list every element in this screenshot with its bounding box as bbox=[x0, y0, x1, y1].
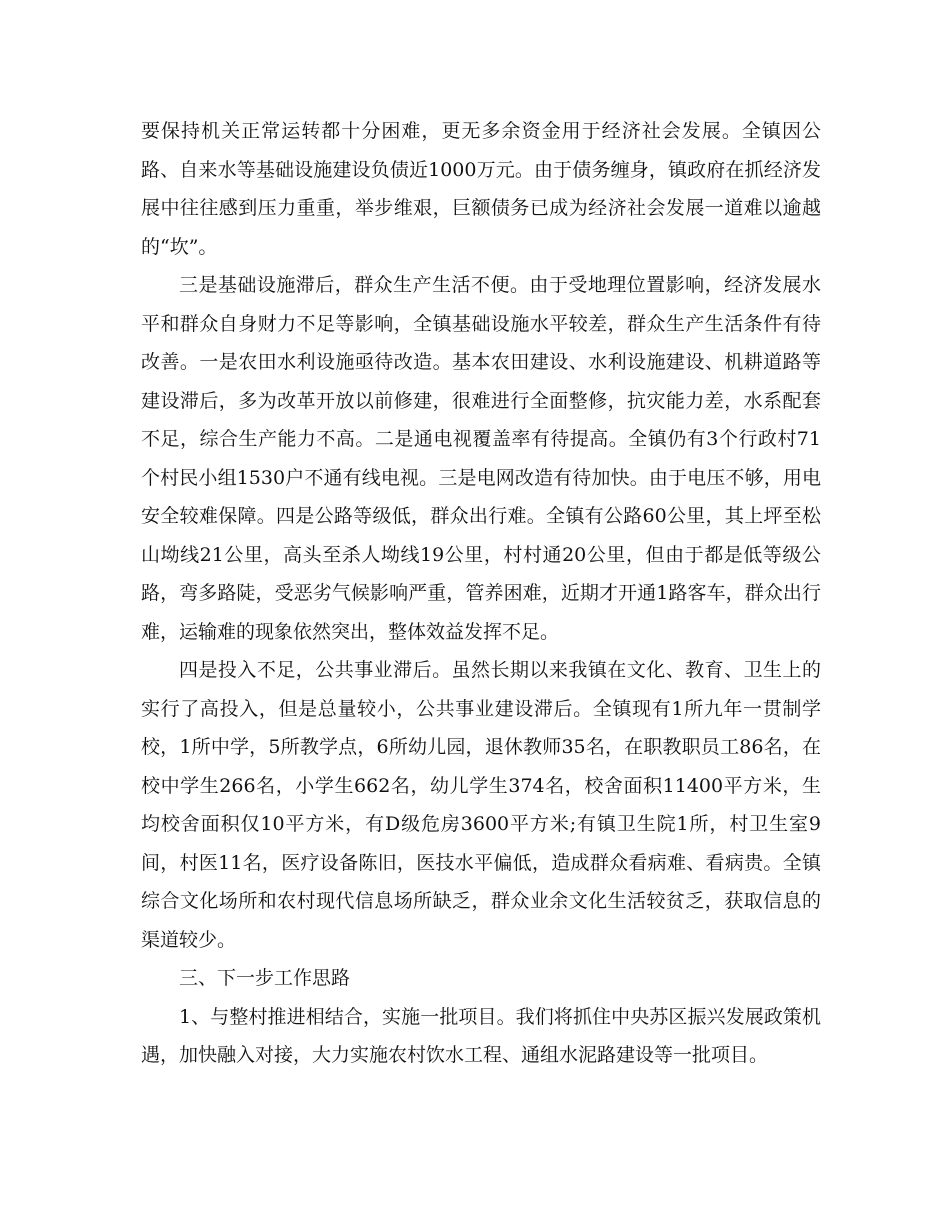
paragraph-debt: 要保持机关正常运转都十分困难，更无多余资金用于经济社会发展。全镇因公路、自来水等基础设施建设负债近1000万元。由于债务缠身，镇政府在抓经济发展中往往感到压力重重，举步维艰，巨额债务已成为经济社会发展一道难以逾越的“坎”。 bbox=[141, 120, 821, 258]
paragraph-infrastructure: 三是基础设施滞后，群众生产生活不便。由于受地理位置影响，经济发展水平和群众自身财力不足等影响，全镇基础设施水平较差，群众生产生活条件有待改善。一是农田水利设施亟待改造。基本农田建设、水利设施建设、机耕道路等建设滞后，多为改革开放以前修建，很难进行全面整修，抗灾能力差，水系配套不足，综合生产能力不高。二是通电视覆盖率有待提高。全镇仍有3个行政村71个村民小组1530户不通有线电视。三是电网改造有待加快。由于电压不够，用电安全较难保障。四是公路等级低，群众出行难。全镇有公路60公里，其上坪至松山坳线21公里，高头至杀人坳线19公里，村村通20公里，但由于都是低等级公路，弯多路陡，受恶劣气候影响严重，管养困难，近期才开通1路客车，群众出行难，运输难的现象依然突出，整体效益发挥不足。 bbox=[141, 274, 821, 643]
section-heading-next-steps: 三、下一步工作思路 bbox=[179, 967, 351, 989]
paragraph-projects: 1、与整村推进相结合，实施一批项目。我们将抓住中央苏区振兴发展政策机遇，加快融入对接，大力实施农村饮水工程、通组水泥路建设等一批项目。 bbox=[141, 1005, 821, 1066]
paragraph-public-services: 四是投入不足，公共事业滞后。虽然长期以来我镇在文化、教育、卫生上的实行了高投入，但是总量较小，公共事业建设滞后。全镇现有1所九年一贯制学校，1所中学，5所教学点，6所幼儿园，退休教师35名，在职教职员工86名，在校中学生266名，小学生662名，幼儿学生374名，校舍面积11400平方米，生均校舍面积仅10平方米，有D级危房3600平方米;有镇卫生院1所，村卫生室9间，村医11名，医疗设备陈旧，医技水平偏低，造成群众看病难、看病贵。全镇综合文化场所和农村现代信息场所缺乏，群众业余文化生活较贫乏，获取信息的渠道较少。 bbox=[141, 659, 821, 951]
document-body bbox=[141, 112, 821, 1075]
